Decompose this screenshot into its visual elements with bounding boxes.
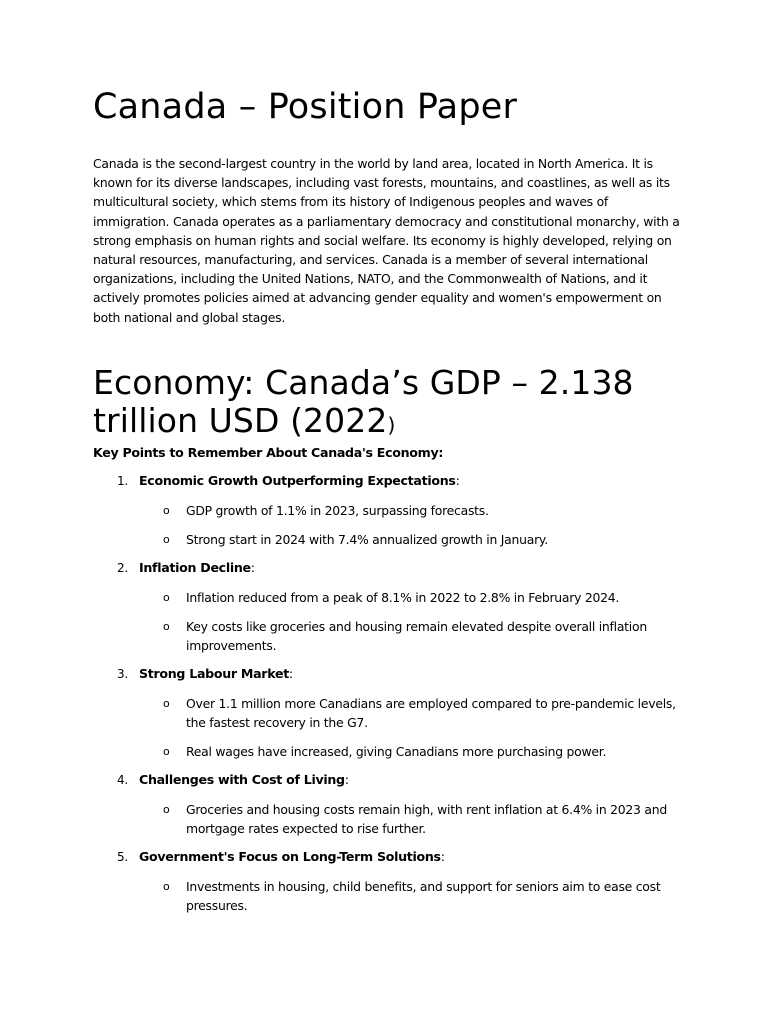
point-4 — [117, 771, 349, 789]
subpoint-text: Key costs like groceries and housing remain elevated despite overall inflation improvements. — [186, 619, 647, 653]
point-1-subpoint-1 — [163, 501, 683, 520]
point-1 — [117, 472, 460, 490]
point-4-number: 4. — [117, 773, 128, 787]
key-points-label: Key Points to Remember About Canada's Economy: — [93, 445, 444, 460]
point-5-subpoint-1 — [163, 877, 683, 915]
bullet-icon: o — [163, 803, 170, 816]
point-2-subpoint-2 — [163, 617, 683, 655]
point-2-subpoint-1 — [163, 588, 683, 607]
point-3-subpoint-1 — [163, 694, 683, 732]
bullet-icon: o — [163, 504, 170, 517]
economy-heading-paren: ) — [387, 413, 396, 437]
point-2-number: 2. — [117, 561, 128, 575]
point-1-suffix: : — [455, 473, 460, 488]
point-3-title: Strong Labour Market — [139, 666, 289, 681]
point-1-title: Economic Growth Outperforming Expectations — [139, 473, 456, 488]
subpoint-text: GDP growth of 1.1% in 2023, surpassing forecasts. — [186, 503, 489, 518]
point-5-number: 5. — [117, 850, 128, 864]
point-3 — [117, 665, 293, 683]
bullet-icon: o — [163, 591, 170, 604]
bullet-icon: o — [163, 533, 170, 546]
point-3-number: 3. — [117, 667, 128, 681]
point-5-suffix: : — [440, 849, 445, 864]
bullet-icon: o — [163, 697, 170, 710]
point-4-title: Challenges with Cost of Living — [139, 772, 345, 787]
bullet-icon: o — [163, 620, 170, 633]
point-1-subpoint-2 — [163, 530, 683, 549]
bullet-icon: o — [163, 880, 170, 893]
point-2 — [117, 559, 255, 577]
point-3-suffix: : — [288, 666, 293, 681]
point-2-suffix: : — [250, 560, 255, 575]
subpoint-text: Real wages have increased, giving Canadians more purchasing power. — [186, 744, 607, 759]
bullet-icon: o — [163, 745, 170, 758]
subpoint-text: Strong start in 2024 with 7.4% annualized growth in January. — [186, 532, 548, 547]
point-5-title: Government's Focus on Long-Term Solutions — [139, 849, 441, 864]
point-4-subpoint-1 — [163, 800, 683, 838]
economy-heading-main: Economy: Canada’s GDP – 2.138 trillion USD (2022 — [93, 363, 634, 440]
subpoint-text: Investments in housing, child benefits, and support for seniors aim to ease cost pressures. — [186, 879, 661, 913]
intro-paragraph: Canada is the second-largest country in the world by land area, located in North America. It is known for its diverse landscapes, including vast forests, mountains, and coastlines, as well as its multicultural society, which stems from its history of Indigenous peoples and waves of immigration. Canada operates as a parliamentary democracy and constitutional monarchy, with a strong emphasis on human rights and social welfare. Its economy is highly developed, relying on natural resources, manufacturing, and services. Canada is a member of several international organizations, including the United Nations, NATO, and the Commonwealth of Nations, and it actively promotes policies aimed at advancing gender equality and women's empowerment on both national and global stages. — [93, 156, 680, 325]
point-1-number: 1. — [117, 474, 128, 488]
point-3-subpoint-2 — [163, 742, 683, 761]
document-title: Canada – Position Paper — [93, 87, 518, 127]
point-2-title: Inflation Decline — [139, 560, 251, 575]
point-5 — [117, 848, 445, 866]
point-4-suffix: : — [344, 772, 349, 787]
subpoint-text: Groceries and housing costs remain high, with rent inflation at 6.4% in 2023 and mortgage rates expected to rise further. — [186, 802, 667, 836]
economy-heading — [93, 364, 693, 444]
subpoint-text: Inflation reduced from a peak of 8.1% in 2022 to 2.8% in February 2024. — [186, 590, 620, 605]
subpoint-text: Over 1.1 million more Canadians are employed compared to pre-pandemic levels, the fastest recovery in the G7. — [186, 696, 676, 730]
